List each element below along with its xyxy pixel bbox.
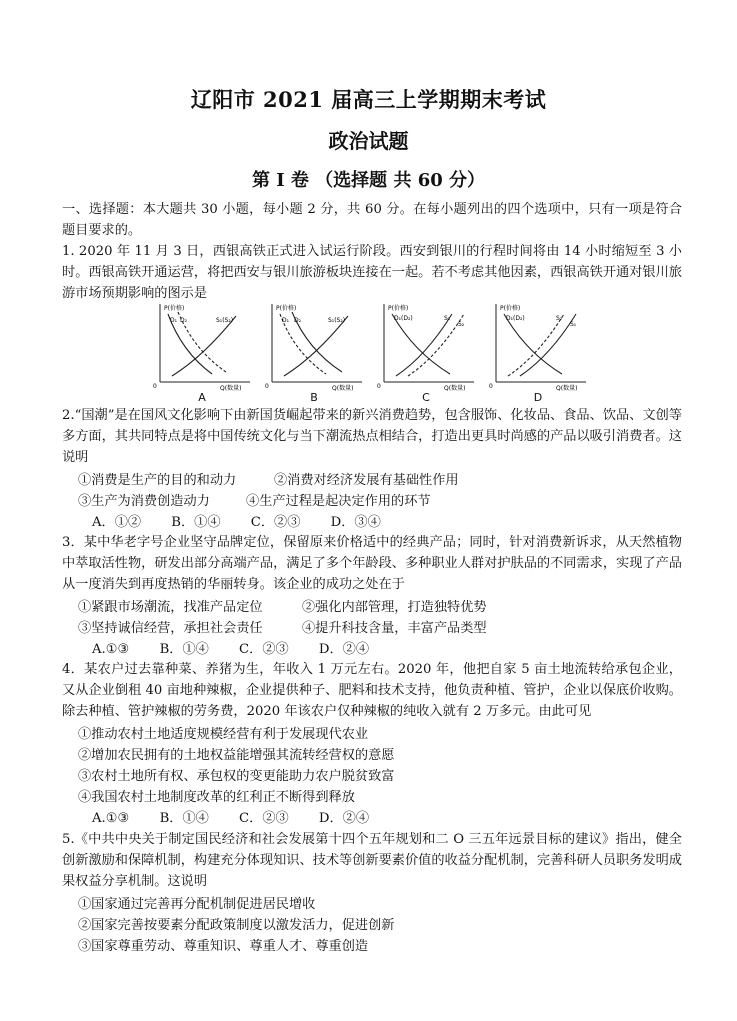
svg-text:0: 0 xyxy=(489,383,493,390)
q4-stem: 4．某农户过去靠种菜、养猪为生，年收入 1 万元左右。2020 年，他把自家 5 亩土地流转给承包企业，又从企业倒租 40 亩地种辣椒，企业提供种子、肥料和技术支持，他负责种植、管护，企业以保底价收购。除去种植、管护辣椒的劳务费，2020 年该农户仅种辣椒的纯收入就有 2 万多元。由此可见 xyxy=(62,662,682,719)
q3-choice-d: D．②④ xyxy=(318,642,370,657)
graph-c-s1: S₁ xyxy=(444,315,451,322)
graph-b-q-label: Q(数量) xyxy=(332,385,354,392)
graph-c-label: C xyxy=(422,391,430,404)
graph-c-d: D₁(D₂) xyxy=(394,315,413,322)
svg-text:0: 0 xyxy=(265,383,269,390)
graph-a-label: A xyxy=(198,391,206,404)
graph-a-s: S₁(S₂) xyxy=(216,317,234,324)
svg-text:0: 0 xyxy=(153,383,157,390)
q2-stem: 2.“国潮”是在国风文化影响下由新国货崛起带来的新兴消费趋势，包含服饰、化妆品、食品、饮品、文创等多方面，其共同特点是将中国传统文化与当下潮流热点相结合，打造出更具时尚感的产品以吸引消费者。这说明 xyxy=(62,408,682,465)
q1-graphs xyxy=(150,300,600,404)
q4-choices xyxy=(92,807,395,826)
section-title: 第 I 卷 （选择题 共 60 分） xyxy=(251,170,486,191)
graph-d-d: D₁(D₂) xyxy=(506,315,525,322)
graph-a-d1: D₁ xyxy=(170,317,178,324)
q2-choice-a: A．①② xyxy=(92,515,142,530)
graph-d-label: D xyxy=(533,391,543,404)
graph-d-p-label: P(价格) xyxy=(500,305,521,312)
q4-choice-d: D．②④ xyxy=(318,811,370,826)
q4-option-2: ②增加农民拥有的土地权益能增强其流转经营权的意愿 xyxy=(78,748,395,763)
q5-option-2: ②国家完善按要素分配政策制度以激发活力，促进创新 xyxy=(78,918,395,933)
graph-a xyxy=(150,300,254,404)
graph-b-plot xyxy=(262,300,366,392)
graph-a-plot xyxy=(150,300,254,392)
graph-c-s2: S₂ xyxy=(458,321,465,328)
q4-choice-b: B．①④ xyxy=(159,811,209,826)
graph-c-plot xyxy=(374,300,478,392)
graph-a-d2: D₂ xyxy=(180,317,188,324)
q4-option-3: ③农村土地所有权、承包权的变更能助力农户脱贫致富 xyxy=(78,769,395,784)
graph-c xyxy=(374,300,478,404)
q3-option-2: ②强化内部管理，打造独特优势 xyxy=(302,600,487,615)
graph-b-p-label: P(价格) xyxy=(276,305,297,312)
graph-c-p-label: P(价格) xyxy=(388,305,409,312)
q4-choice-a: A.①③ xyxy=(92,811,130,826)
q5-stem: 5.《中共中央关于制定国民经济和社会发展第十四个五年规划和二 O 三五年远景目标的建议》指出，健全创新激励和保障机制，构建充分体现知识、技术等创新要素价值的收益分配机制，完善科研人员职务发明成果权益分享机制。这说明 xyxy=(62,832,682,889)
q5-option-3: ③国家尊重劳动、尊重知识、尊重人才、尊重创造 xyxy=(78,939,369,954)
graph-d-s2: S₂ xyxy=(556,315,563,322)
instructions: 一、选择题：本大题共 30 小题，每小题 2 分，共 60 分。在每小题列出的四个选项中，只有一项是符合题目要求的。 xyxy=(62,202,682,238)
q3-choice-b: B．①④ xyxy=(159,642,209,657)
graph-a-p-label: P(价格) xyxy=(164,305,185,312)
q3-stem: 3．某中华老字号企业坚守品牌定位，保留原来价格适中的经典产品；同时，针对消费新诉求，从天然植物中萃取活性物，研发出部分高端产品，满足了多个年龄段、多种职业人群对护肤品的不同需求，实现了产品从一度消失到再度热销的华丽转身。该企业的成功之处在于 xyxy=(62,535,682,592)
graph-d xyxy=(486,300,590,404)
q3-choice-c: C．②③ xyxy=(239,642,289,657)
q2-choice-b: B．①④ xyxy=(171,515,221,530)
graph-c-q-label: Q(数量) xyxy=(444,385,466,392)
q2-option-2: ②消费对经济发展有基础性作用 xyxy=(274,473,459,488)
q2-option-3: ③生产为消费创造动力 xyxy=(78,494,210,509)
svg-text:0: 0 xyxy=(377,383,381,390)
q3-choices xyxy=(92,638,395,657)
graph-d-s1: S₁ xyxy=(570,321,577,328)
q2-option-1: ①消费是生产的目的和动力 xyxy=(78,473,237,488)
q2-choice-c: C．②③ xyxy=(250,515,301,530)
graph-b-label: B xyxy=(310,391,318,404)
graph-d-plot xyxy=(486,300,590,392)
graph-b-d2: D₂ xyxy=(294,317,302,324)
subject-title: 政治试题 xyxy=(328,129,409,153)
graph-d-q-label: Q(数量) xyxy=(556,385,578,392)
q1-stem: 1. 2020 年 11 月 3 日，西银高铁正式进入试运行阶段。西安到银川的行程时间将由 14 小时缩短至 3 小时。西银高铁开通运营，将把西安与银川旅游板块连接在一起。若不考虑其他因素，西银高铁开通对银川旅游市场预期影响的图示是 xyxy=(62,244,682,301)
exam-title: 辽阳市 2021 届高三上学期期末考试 xyxy=(190,87,547,112)
q5-option-1: ①国家通过完善再分配机制促进居民增收 xyxy=(78,897,316,912)
q4-option-4: ④我国农村土地制度改革的红利正不断得到释放 xyxy=(78,790,355,805)
q3-option-3: ③坚持诚信经营，承担社会责任 xyxy=(78,621,263,636)
q3-choice-a: A.①③ xyxy=(92,642,130,657)
q2-option-4: ④生产过程是起决定作用的环节 xyxy=(246,494,431,509)
graph-b-s: S₁(S₂) xyxy=(328,317,346,324)
q3-option-4: ④提升科技含量，丰富产品类型 xyxy=(302,621,487,636)
q3-option-1: ①紧跟市场潮流，找准产品定位 xyxy=(78,600,263,615)
graph-a-q-label: Q(数量) xyxy=(220,385,242,392)
q4-choice-c: C．②③ xyxy=(239,811,289,826)
graph-b-d1: D₁ xyxy=(282,317,290,324)
graph-b xyxy=(262,300,366,404)
q2-choices xyxy=(92,511,407,530)
q2-choice-d: D．③④ xyxy=(330,515,381,530)
q4-option-1: ①推动农村土地适度规模经营有利于发展现代农业 xyxy=(78,727,369,742)
